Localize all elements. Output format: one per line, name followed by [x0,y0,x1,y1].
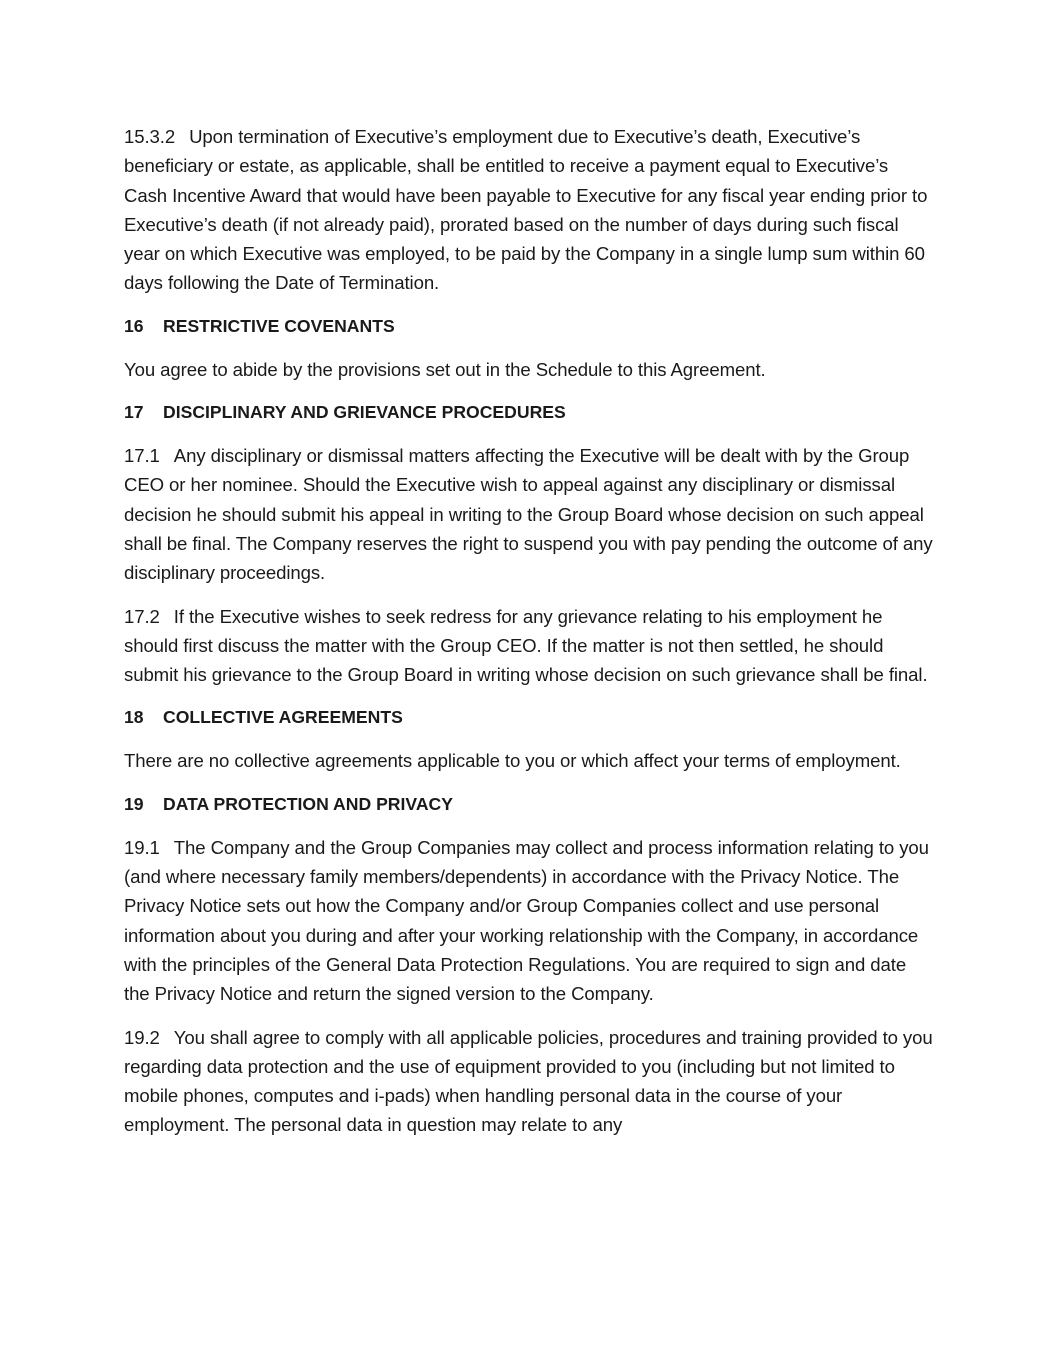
clause-number: 19.2 [124,1026,160,1048]
clause-number: 19.1 [124,836,160,858]
section-title: RESTRICTIVE COVENANTS [163,315,395,336]
section-number: 17 [124,402,144,423]
section-heading-16 [124,312,934,341]
clause-text: You agree to abide by the provisions set out in the Schedule to this Agreement. [124,358,766,380]
clause-19-1 [124,833,934,1009]
section-18-text [124,746,934,775]
clause-17-1 [124,441,934,587]
section-heading-17 [124,398,934,427]
clause-number: 17.2 [124,605,160,627]
clause-17-2 [124,602,934,690]
section-heading-19 [124,790,934,819]
section-16-text [124,355,934,384]
clause-15-3-2 [124,122,934,298]
section-number: 16 [124,315,144,336]
clause-number: 17.1 [124,445,160,467]
clause-text: Upon termination of Executive’s employment due to Executive’s death, Executive’s beneficiary or estate, as applicable, shall be entitled to receive a payment equal to Executive’s Cash Incentive Award that would have been payable to Executive for any fiscal year ending prior to Executive’s death (if not already paid), prorated based on the number of days during such fiscal year on which Executive was employed, to be paid by the Company in a single lump sum within 60 days following the Date of Termination. [124,126,928,294]
section-number: 18 [124,707,144,728]
clause-text: The Company and the Group Companies may collect and process information relating to you (and where necessary family members/dependents) in accordance with the Privacy Notice. The Privacy Notice sets out how the Company and/or Group Companies collect and use personal information about you during and after your working relationship with the Company, in accordance with the principles of the General Data Protection Regulations. You are required to sign and date the Privacy Notice and return the signed version to the Company. [124,836,929,1005]
section-title: COLLECTIVE AGREEMENTS [163,707,403,728]
clause-text: There are no collective agreements applicable to you or which affect your terms of employment. [124,750,901,772]
clause-text: You shall agree to comply with all applicable policies, procedures and training provided to you regarding data protection and the use of equipment provided to you (including but not limited to mobile phones, computes and i-pads) when handling personal data in the course of your employment. The personal data in question may relate to any [124,1026,933,1136]
document-page [124,122,934,1154]
clause-text: If the Executive wishes to seek redress for any grievance relating to his employment he should first discuss the matter with the Group CEO. If the matter is not then settled, he should submit his grievance to the Group Board in writing whose decision on such grievance shall be final. [124,605,928,686]
section-number: 19 [124,793,144,814]
section-heading-18 [124,703,934,732]
section-title: DISCIPLINARY AND GRIEVANCE PROCEDURES [163,402,566,423]
section-title: DATA PROTECTION AND PRIVACY [163,793,453,814]
clause-text: Any disciplinary or dismissal matters affecting the Executive will be dealt with by the Group CEO or her nominee. Should the Executive wish to appeal against any disciplinary or dismissal decision he should submit his appeal in writing to the Group Board whose decision on such appeal shall be final. The Company reserves the right to suspend you with pay pending the outcome of any disciplinary proceedings. [124,445,933,584]
clause-number: 15.3.2 [124,126,176,147]
clause-19-2 [124,1023,934,1140]
